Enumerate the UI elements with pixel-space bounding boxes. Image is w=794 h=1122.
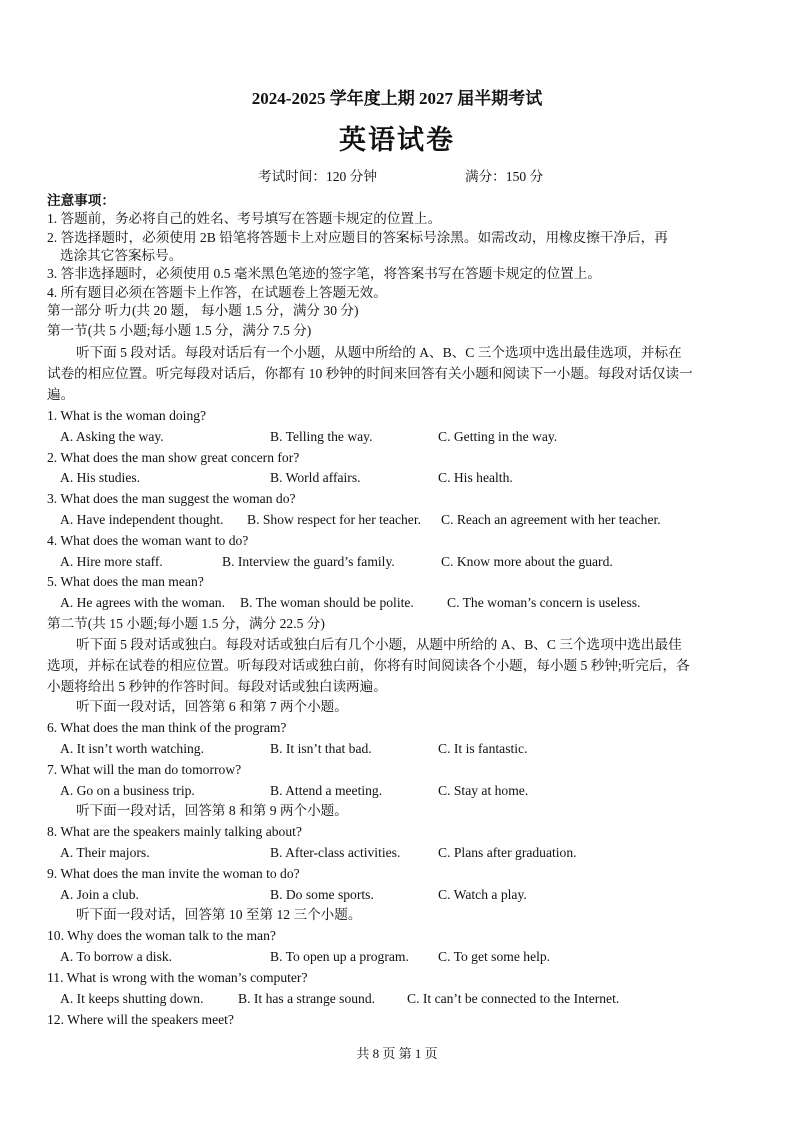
q4-option-a: A. Hire more staff.: [60, 554, 163, 569]
notes-heading: 注意事项：: [47, 193, 115, 208]
q5-option-a: A. He agrees with the woman.: [60, 595, 225, 610]
note-4: 4. 所有题目必须在答题卡上作答，在试题卷上答题无效。: [47, 285, 387, 300]
exam-score: 满分：150 分: [465, 169, 544, 184]
lead-10-12: 听下面一段对话，回答第 10 至第 12 三个小题。: [76, 907, 362, 922]
q11-option-a: A. It keeps shutting down.: [60, 991, 204, 1006]
question-6: 6. What does the man think of the program?: [47, 720, 287, 735]
q8-option-a: A. Their majors.: [60, 845, 150, 860]
q8-option-c: C. Plans after graduation.: [438, 845, 577, 860]
question-11: 11. What is wrong with the woman’s computer?: [47, 970, 308, 985]
question-8: 8. What are the speakers mainly talking about?: [47, 824, 302, 839]
note-3: 3. 答非选择题时，必须使用 0.5 毫米黑色笔迹的签字笔，将答案书写在答题卡规定的位置上。: [47, 266, 601, 281]
question-1: 1. What is the woman doing?: [47, 408, 207, 423]
q2-option-b: B. World affairs.: [270, 470, 361, 485]
q6-option-c: C. It is fantastic.: [438, 741, 528, 756]
note-1: 1. 答题前，务必将自己的姓名、考号填写在答题卡规定的位置上。: [47, 211, 442, 226]
page-footer: 共 8 页 第 1 页: [356, 1046, 438, 1061]
q3-option-a: A. Have independent thought.: [60, 512, 224, 527]
lead-6-7: 听下面一段对话，回答第 6 和第 7 两个小题。: [76, 699, 348, 714]
q7-option-b: B. Attend a meeting.: [270, 783, 383, 798]
q7-option-c: C. Stay at home.: [438, 783, 529, 798]
exam-time: 考试时间：120 分钟: [258, 169, 377, 184]
question-9: 9. What does the man invite the woman to do?: [47, 866, 300, 881]
lead-8-9: 听下面一段对话，回答第 8 和第 9 两个小题。: [76, 803, 348, 818]
q5-option-b: B. The woman should be polite.: [240, 595, 414, 610]
q4-option-c: C. Know more about the guard.: [441, 554, 613, 569]
q7-option-a: A. Go on a business trip.: [60, 783, 195, 798]
section1-direction: 听下面 5 段对话。每段对话后有一个小题，从题中所给的 A、B、C 三个选项中选出最佳选项，并标在: [76, 345, 682, 360]
q1-option-a: A. Asking the way.: [60, 429, 164, 444]
section2-direction-end: 小题将给出 5 秒钟的作答时间。每段对话或独白读两遍。: [47, 679, 387, 694]
q2-option-c: C. His health.: [438, 470, 513, 485]
question-3: 3. What does the man suggest the woman do?: [47, 491, 296, 506]
q11-option-b: B. It has a strange sound.: [238, 991, 376, 1006]
q5-option-c: C. The woman’s concern is useless.: [447, 595, 641, 610]
question-2: 2. What does the man show great concern for?: [47, 450, 300, 465]
section2-title: 第二节(共 15 小题;每小题 1.5 分，满分 22.5 分): [47, 616, 325, 631]
section1-direction-cont: 试卷的相应位置。听完每段对话后，你都有 10 秒钟的时间来回答有关小题和阅读下一小题。每段对话仅读一: [47, 366, 693, 381]
q8-option-b: B. After-class activities.: [270, 845, 401, 860]
q10-option-a: A. To borrow a disk.: [60, 949, 173, 964]
note-2-cont: 选涂其它答案标号。: [60, 248, 183, 263]
question-10: 10. Why does the woman talk to the man?: [47, 928, 276, 943]
q2-option-a: A. His studies.: [60, 470, 141, 485]
q6-option-b: B. It isn’t that bad.: [270, 741, 372, 756]
q10-option-b: B. To open up a program.: [270, 949, 409, 964]
q1-option-b: B. Telling the way.: [270, 429, 373, 444]
note-2: 2. 答选择题时，必须使用 2B 铅笔将答题卡上对应题目的答案标号涂黑。如需改动，用橡皮擦干净后，再: [47, 230, 668, 245]
question-4: 4. What does the woman want to do?: [47, 533, 249, 548]
question-5: 5. What does the man mean?: [47, 574, 204, 589]
q10-option-c: C. To get some help.: [438, 949, 551, 964]
q6-option-a: A. It isn’t worth watching.: [60, 741, 204, 756]
question-7: 7. What will the man do tomorrow?: [47, 762, 242, 777]
section1-title: 第一节(共 5 小题;每小题 1.5 分，满分 7.5 分): [47, 323, 312, 338]
subject-title: 英语试卷: [339, 125, 455, 155]
q9-option-c: C. Watch a play.: [438, 887, 527, 902]
part1-title: 第一部分 听力(共 20 题， 每小题 1.5 分，满分 30 分): [47, 303, 359, 318]
q11-option-c: C. It can’t be connected to the Internet.: [407, 991, 620, 1006]
section1-direction-end: 遍。: [47, 387, 75, 402]
q9-option-b: B. Do some sports.: [270, 887, 374, 902]
q4-option-b: B. Interview the guard’s family.: [222, 554, 395, 569]
exam-title: 2024-2025 学年度上期 2027 届半期考试: [251, 89, 543, 108]
q1-option-c: C. Getting in the way.: [438, 429, 558, 444]
section2-direction-cont: 选项，并标在试卷的相应位置。听每段对话或独白前，你将有时间阅读各个小题，每小题 5 秒钟;听完后，各: [47, 658, 690, 673]
q9-option-a: A. Join a club.: [60, 887, 139, 902]
q3-option-c: C. Reach an agreement with her teacher.: [441, 512, 661, 527]
section2-direction: 听下面 5 段对话或独白。每段对话或独白后有几个小题，从题中所给的 A、B、C 三个选项中选出最佳: [76, 637, 682, 652]
q3-option-b: B. Show respect for her teacher.: [247, 512, 422, 527]
question-12: 12. Where will the speakers meet?: [47, 1012, 234, 1027]
